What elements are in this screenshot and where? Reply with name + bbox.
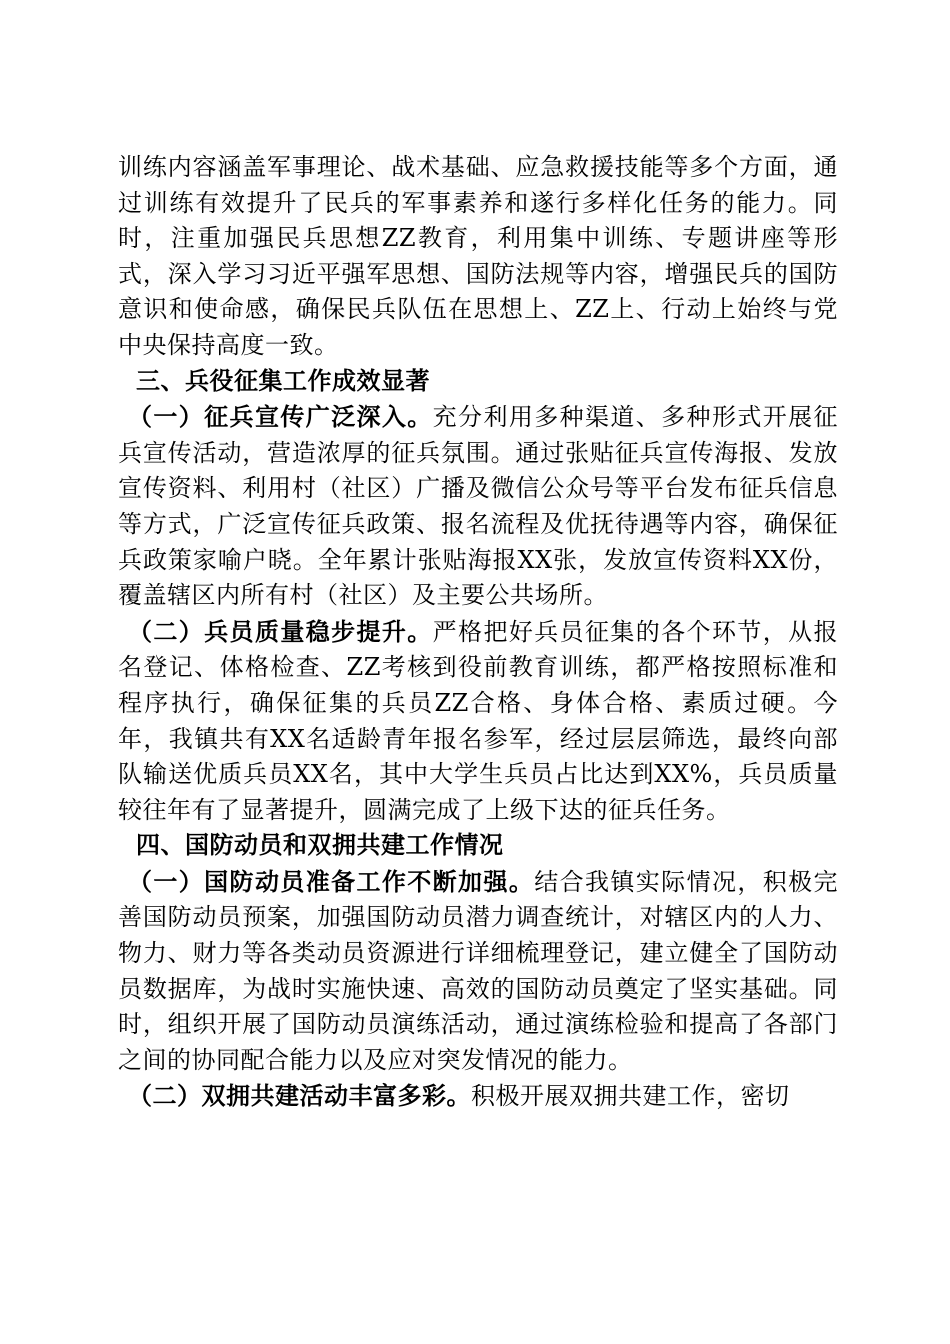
paragraph-3-2-body: 严格把好兵员征集的各个环节，从报名登记、体格检查、ZZ考核到役前教育训练，都严格按照标准和程序执行，确保征集的兵员ZZ合格、身体合格、素质过硬。今年，我镇共有XX名适龄青年报名参军，经过层层筛选，最终向部队输送优质兵员XX名，其中大学生兵员占比达到XX%，兵员质量较往年有了显著提升，圆满完成了上级下达的征兵任务。: [118, 617, 839, 824]
paragraph-4-2-lead: （二）双拥共建活动丰富多彩。: [128, 1081, 471, 1111]
paragraph-4-1-lead: （一）国防动员准备工作不断加强。: [128, 866, 535, 896]
section-heading-3: 三、兵役征集工作成效显著: [136, 366, 430, 395]
paragraph-training: 训练内容涵盖军事理论、战术基础、应急救援技能等多个方面，通过训练有效提升了民兵的军事素养和遂行多样化任务的能力。同时，注重加强民兵思想ZZ教育，利用集中训练、专题讲座等形式，深入学习习近平强军思想、国防法规等内容，增强民兵的国防意识和使命感，确保民兵队伍在思想上、ZZ上、行动上始终与党中央保持高度一致。: [118, 153, 838, 359]
paragraph-4-2-body: 积极开展双拥共建工作，密切: [471, 1082, 790, 1111]
paragraph-3-1-body: 充分利用多种渠道、多种形式开展征兵宣传活动，营造浓厚的征兵氛围。通过张贴征兵宣传海报、发放宣传资料、利用村（社区）广播及微信公众号等平台发布征兵信息等方式，广泛宣传征兵政策、报名流程及优抚待遇等内容，确保征兵政策家喻户晓。全年累计张贴海报XX张，发放宣传资料XX份，覆盖辖区内所有村（社区）及主要公共场所。: [118, 403, 839, 610]
paragraph-3-1-lead: （一）征兵宣传广泛深入。: [128, 402, 433, 432]
paragraph-4-2: [118, 1078, 838, 1115]
paragraph-4-1-body: 结合我镇实际情况，积极完善国防动员预案，加强国防动员潜力调查统计，对辖区内的人力、物力、财力等各类动员资源进行详细梳理登记，建立健全了国防动员数据库，为战时实施快速、高效的国防动员奠定了坚实基础。同时，组织开展了国防动员演练活动，通过演练检验和提高了各部门之间的协同配合能力以及应对突发情况的能力。: [118, 867, 839, 1074]
paragraph-3-1: [118, 399, 838, 614]
paragraph-3-2-lead: （二）兵员质量稳步提升。: [128, 616, 433, 646]
paragraph-4-1: [118, 864, 838, 1079]
section-heading-4: 四、国防动员和双拥共建工作情况: [136, 831, 504, 860]
paragraph-3-2: [118, 614, 838, 829]
document-body: [118, 150, 838, 1115]
